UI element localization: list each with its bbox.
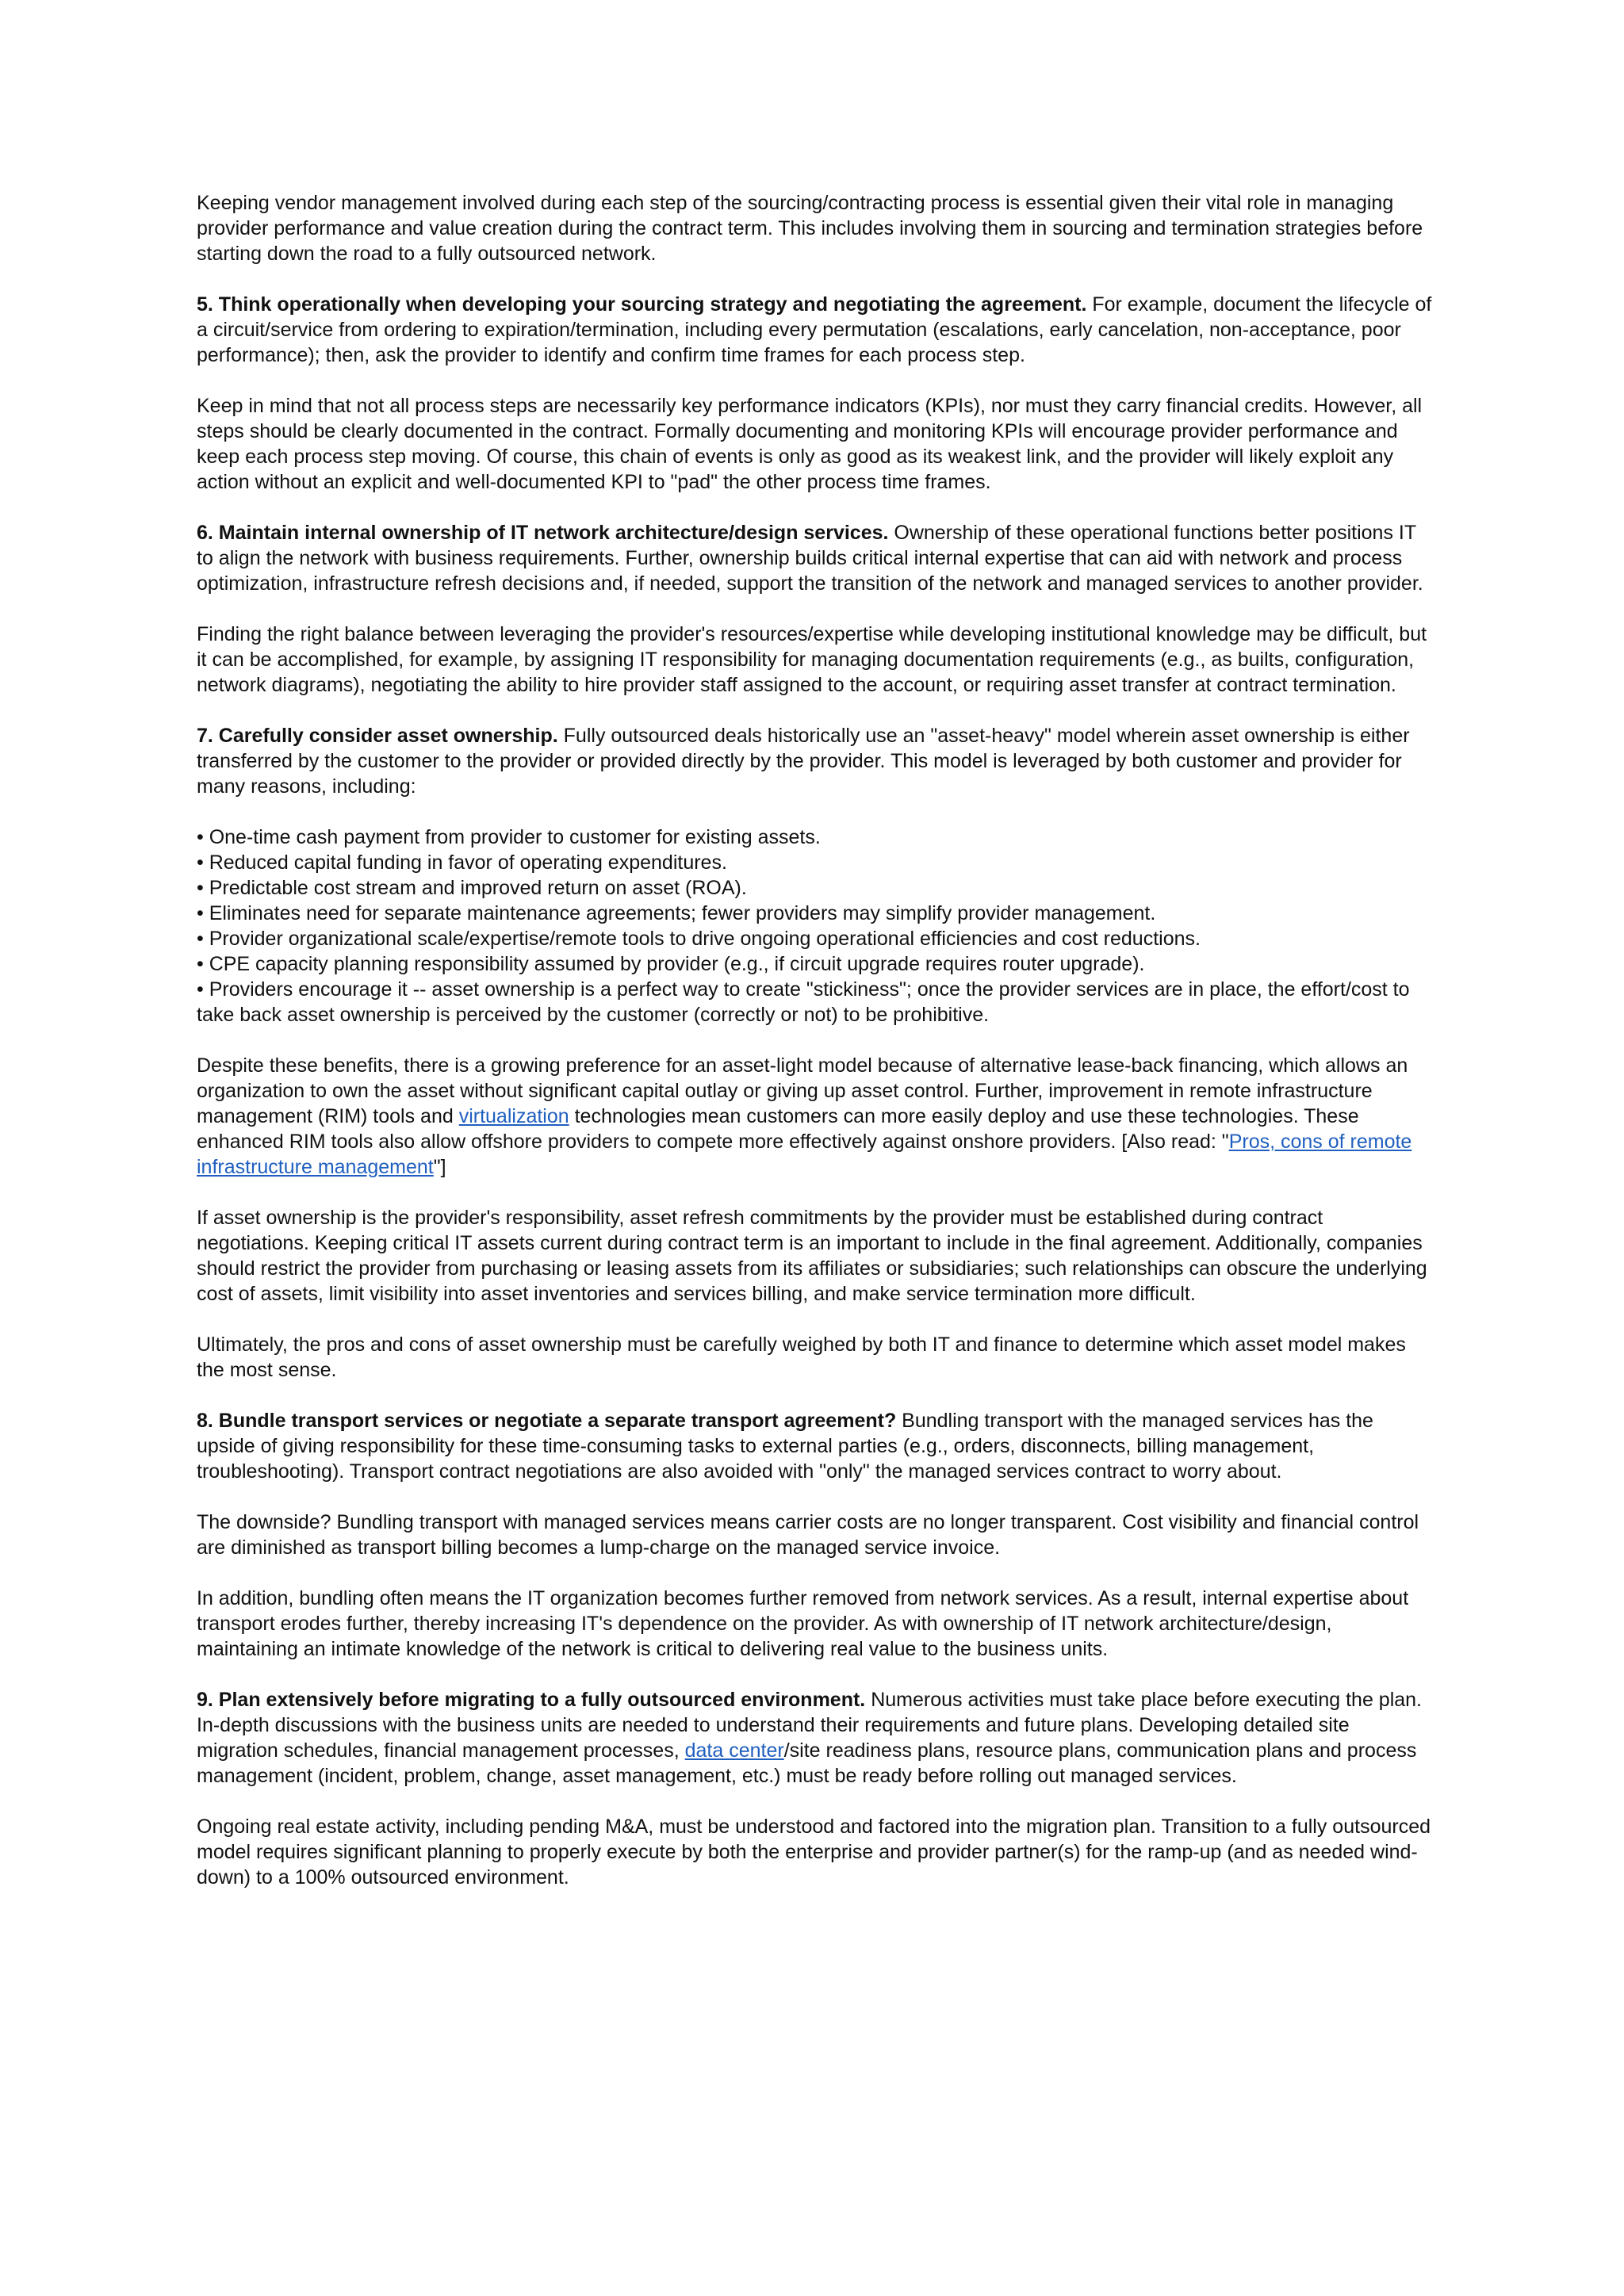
bullet-item: • Provider organizational scale/expertise/remote tools to drive ongoing operational efficiencies and cost reductions. bbox=[197, 928, 1201, 950]
paragraph-text: Ultimately, the pros and cons of asset ownership must be carefully weighed by both IT and finance to determine which asset model makes the most sense. bbox=[197, 1334, 1406, 1381]
paragraph-text: Keeping vendor management involved during each step of the sourcing/contracting process is essential given their vital role in managing provider performance and value creation during the contract term. This includes involving them in sourcing and termination strategies before starting down the road to a fully outsourced network. bbox=[197, 192, 1423, 265]
paragraph-balance bbox=[197, 622, 1435, 698]
paragraph-point-9 bbox=[197, 1687, 1435, 1789]
paragraph-text: technologies mean customers can more easily deploy and use these technologies. These enhanced RIM tools also allow offshore providers to compete more effectively against onshore providers. [Also read: " bbox=[197, 1105, 1359, 1153]
section-heading-8: 8. Bundle transport services or negotiate a separate transport agreement? bbox=[197, 1410, 897, 1432]
paragraph-point-5 bbox=[197, 292, 1435, 368]
paragraph-downside bbox=[197, 1510, 1435, 1560]
paragraph-pros-cons bbox=[197, 1332, 1435, 1383]
section-heading-5: 5. Think operationally when developing your sourcing strategy and negotiating the agreement. bbox=[197, 293, 1087, 316]
paragraph-text: Finding the right balance between leveraging the provider's resources/expertise while developing institutional knowledge may be difficult, but it can be accomplished, for example, by assigning IT responsibility for managing documentation requirements (e.g., as builts, configuration, network diagrams), negotiating the ability to hire provider staff assigned to the account, or requiring asset transfer at contract termination. bbox=[197, 623, 1427, 696]
bullet-item: • Reduced capital funding in favor of operating expenditures. bbox=[197, 851, 727, 874]
paragraph-asset-refresh bbox=[197, 1205, 1435, 1307]
paragraph-text: Bundling transport with the managed services has the upside of giving responsibility for these time-consuming tasks to external parties (e.g., orders, disconnects, billing management, troubleshooting). Transport contract negotiations are also avoided with "only" the managed services contract to worry about. bbox=[197, 1410, 1373, 1483]
bullet-item: • One-time cash payment from provider to customer for existing assets. bbox=[197, 826, 821, 848]
virtualization-link[interactable]: virtualization bbox=[458, 1105, 569, 1127]
paragraph-text: /site readiness plans, resource plans, communication plans and process management (incident, problem, change, asset management, etc.) must be ready before rolling out managed services. bbox=[197, 1739, 1417, 1787]
paragraph-point-8 bbox=[197, 1408, 1435, 1484]
paragraph-text: "] bbox=[433, 1156, 446, 1178]
paragraph-text: Fully outsourced deals historically use an "asset-heavy" model wherein asset ownership is either transferred by the customer to the provider or provided directly by the provider. This model is leveraged by both customer and provider for many reasons, including: bbox=[197, 725, 1410, 798]
paragraph-text: Numerous activities must take place before executing the plan. In-depth discussions with the business units are needed to understand their requirements and future plans. Developing detailed site migration schedules, financial management processes, bbox=[197, 1689, 1423, 1762]
data-center-link[interactable]: data center bbox=[684, 1739, 784, 1762]
paragraph-bundling bbox=[197, 1586, 1435, 1662]
paragraph-text: In addition, bundling often means the IT organization becomes further removed from network services. As a result, internal expertise about transport erodes further, thereby increasing IT's dependence on the provider. As with ownership of IT network architecture/design, maintaining an intimate knowledge of the network is critical to delivering real value to the business units. bbox=[197, 1587, 1409, 1660]
paragraph-text: Despite these benefits, there is a growing preference for an asset-light model because of alternative lease-back financing, which allows an organization to own the asset without significant capital outlay or giving up asset control. Further, improvement in remote infrastructure management (RIM) tools and bbox=[197, 1054, 1408, 1127]
paragraph-text: If asset ownership is the provider's responsibility, asset refresh commitments by the provider must be established during contract negotiations. Keeping critical IT assets current during contract term is an important to include in the final agreement. Additionally, companies should restrict the provider from purchasing or leasing assets from its affiliates or subsidiaries; such relationships can obscure the underlying cost of assets, limit visibility into asset inventories and services billing, and make service termination more difficult. bbox=[197, 1207, 1427, 1305]
bullet-item: • Eliminates need for separate maintenance agreements; fewer providers may simplify provider management. bbox=[197, 902, 1156, 924]
section-heading-7: 7. Carefully consider asset ownership. bbox=[197, 725, 558, 747]
paragraph-text: The downside? Bundling transport with managed services means carrier costs are no longer transparent. Cost visibility and financial control are diminished as transport billing becomes a lump-charge on the managed service invoice. bbox=[197, 1511, 1419, 1559]
paragraph-text: Ongoing real estate activity, including pending M&A, must be understood and factored into the migration plan. Transition to a fully outsourced model requires significant planning to properly execute by both the enterprise and provider partner(s) for the ramp-up (and as needed wind-down) to a 100% outsourced environment. bbox=[197, 1816, 1431, 1888]
bullet-list bbox=[197, 825, 1435, 1027]
paragraph-real-estate bbox=[197, 1814, 1435, 1890]
paragraph-asset-light bbox=[197, 1053, 1435, 1180]
paragraph-vendor-management bbox=[197, 190, 1435, 266]
bullet-item: • Providers encourage it -- asset ownership is a perfect way to create "stickiness"; once the provider services are in place, the effort/cost to take back asset ownership is perceived by the customer (correctly or not) to be prohibitive. bbox=[197, 978, 1410, 1026]
paragraph-text: Ownership of these operational functions better positions IT to align the network with business requirements. Further, ownership builds critical internal expertise that can aid with network and process optimization, infrastructure refresh decisions and, if needed, support the transition of the network and managed services to another provider. bbox=[197, 522, 1423, 595]
bullet-item: • CPE capacity planning responsibility assumed by provider (e.g., if circuit upgrade requires router upgrade). bbox=[197, 953, 1145, 975]
paragraph-text: Keep in mind that not all process steps are necessarily key performance indicators (KPIs), nor must they carry financial credits. However, all steps should be clearly documented in the contract. Formally documenting and monitoring KPIs will encourage provider performance and keep each process step moving. Of course, this chain of events is only as good as its weakest link, and the provider will likely exploit any action without an explicit and well-documented KPI to "pad" the other process time frames. bbox=[197, 395, 1423, 493]
section-heading-6: 6. Maintain internal ownership of IT network architecture/design services. bbox=[197, 522, 889, 544]
paragraph-point-6 bbox=[197, 520, 1435, 596]
bullet-item: • Predictable cost stream and improved return on asset (ROA). bbox=[197, 877, 747, 899]
remote-infrastructure-link[interactable]: Pros, cons of remote infrastructure management bbox=[197, 1131, 1412, 1178]
paragraph-kpis bbox=[197, 393, 1435, 495]
section-heading-9: 9. Plan extensively before migrating to a fully outsourced environment. bbox=[197, 1689, 866, 1711]
paragraph-text: For example, document the lifecycle of a circuit/service from ordering to expiration/termination, including every permutation (escalations, early cancelation, non-acceptance, poor performance); then, ask the provider to identify and confirm time frames for each process step. bbox=[197, 293, 1432, 366]
paragraph-point-7 bbox=[197, 723, 1435, 799]
document-page bbox=[197, 190, 1435, 1915]
